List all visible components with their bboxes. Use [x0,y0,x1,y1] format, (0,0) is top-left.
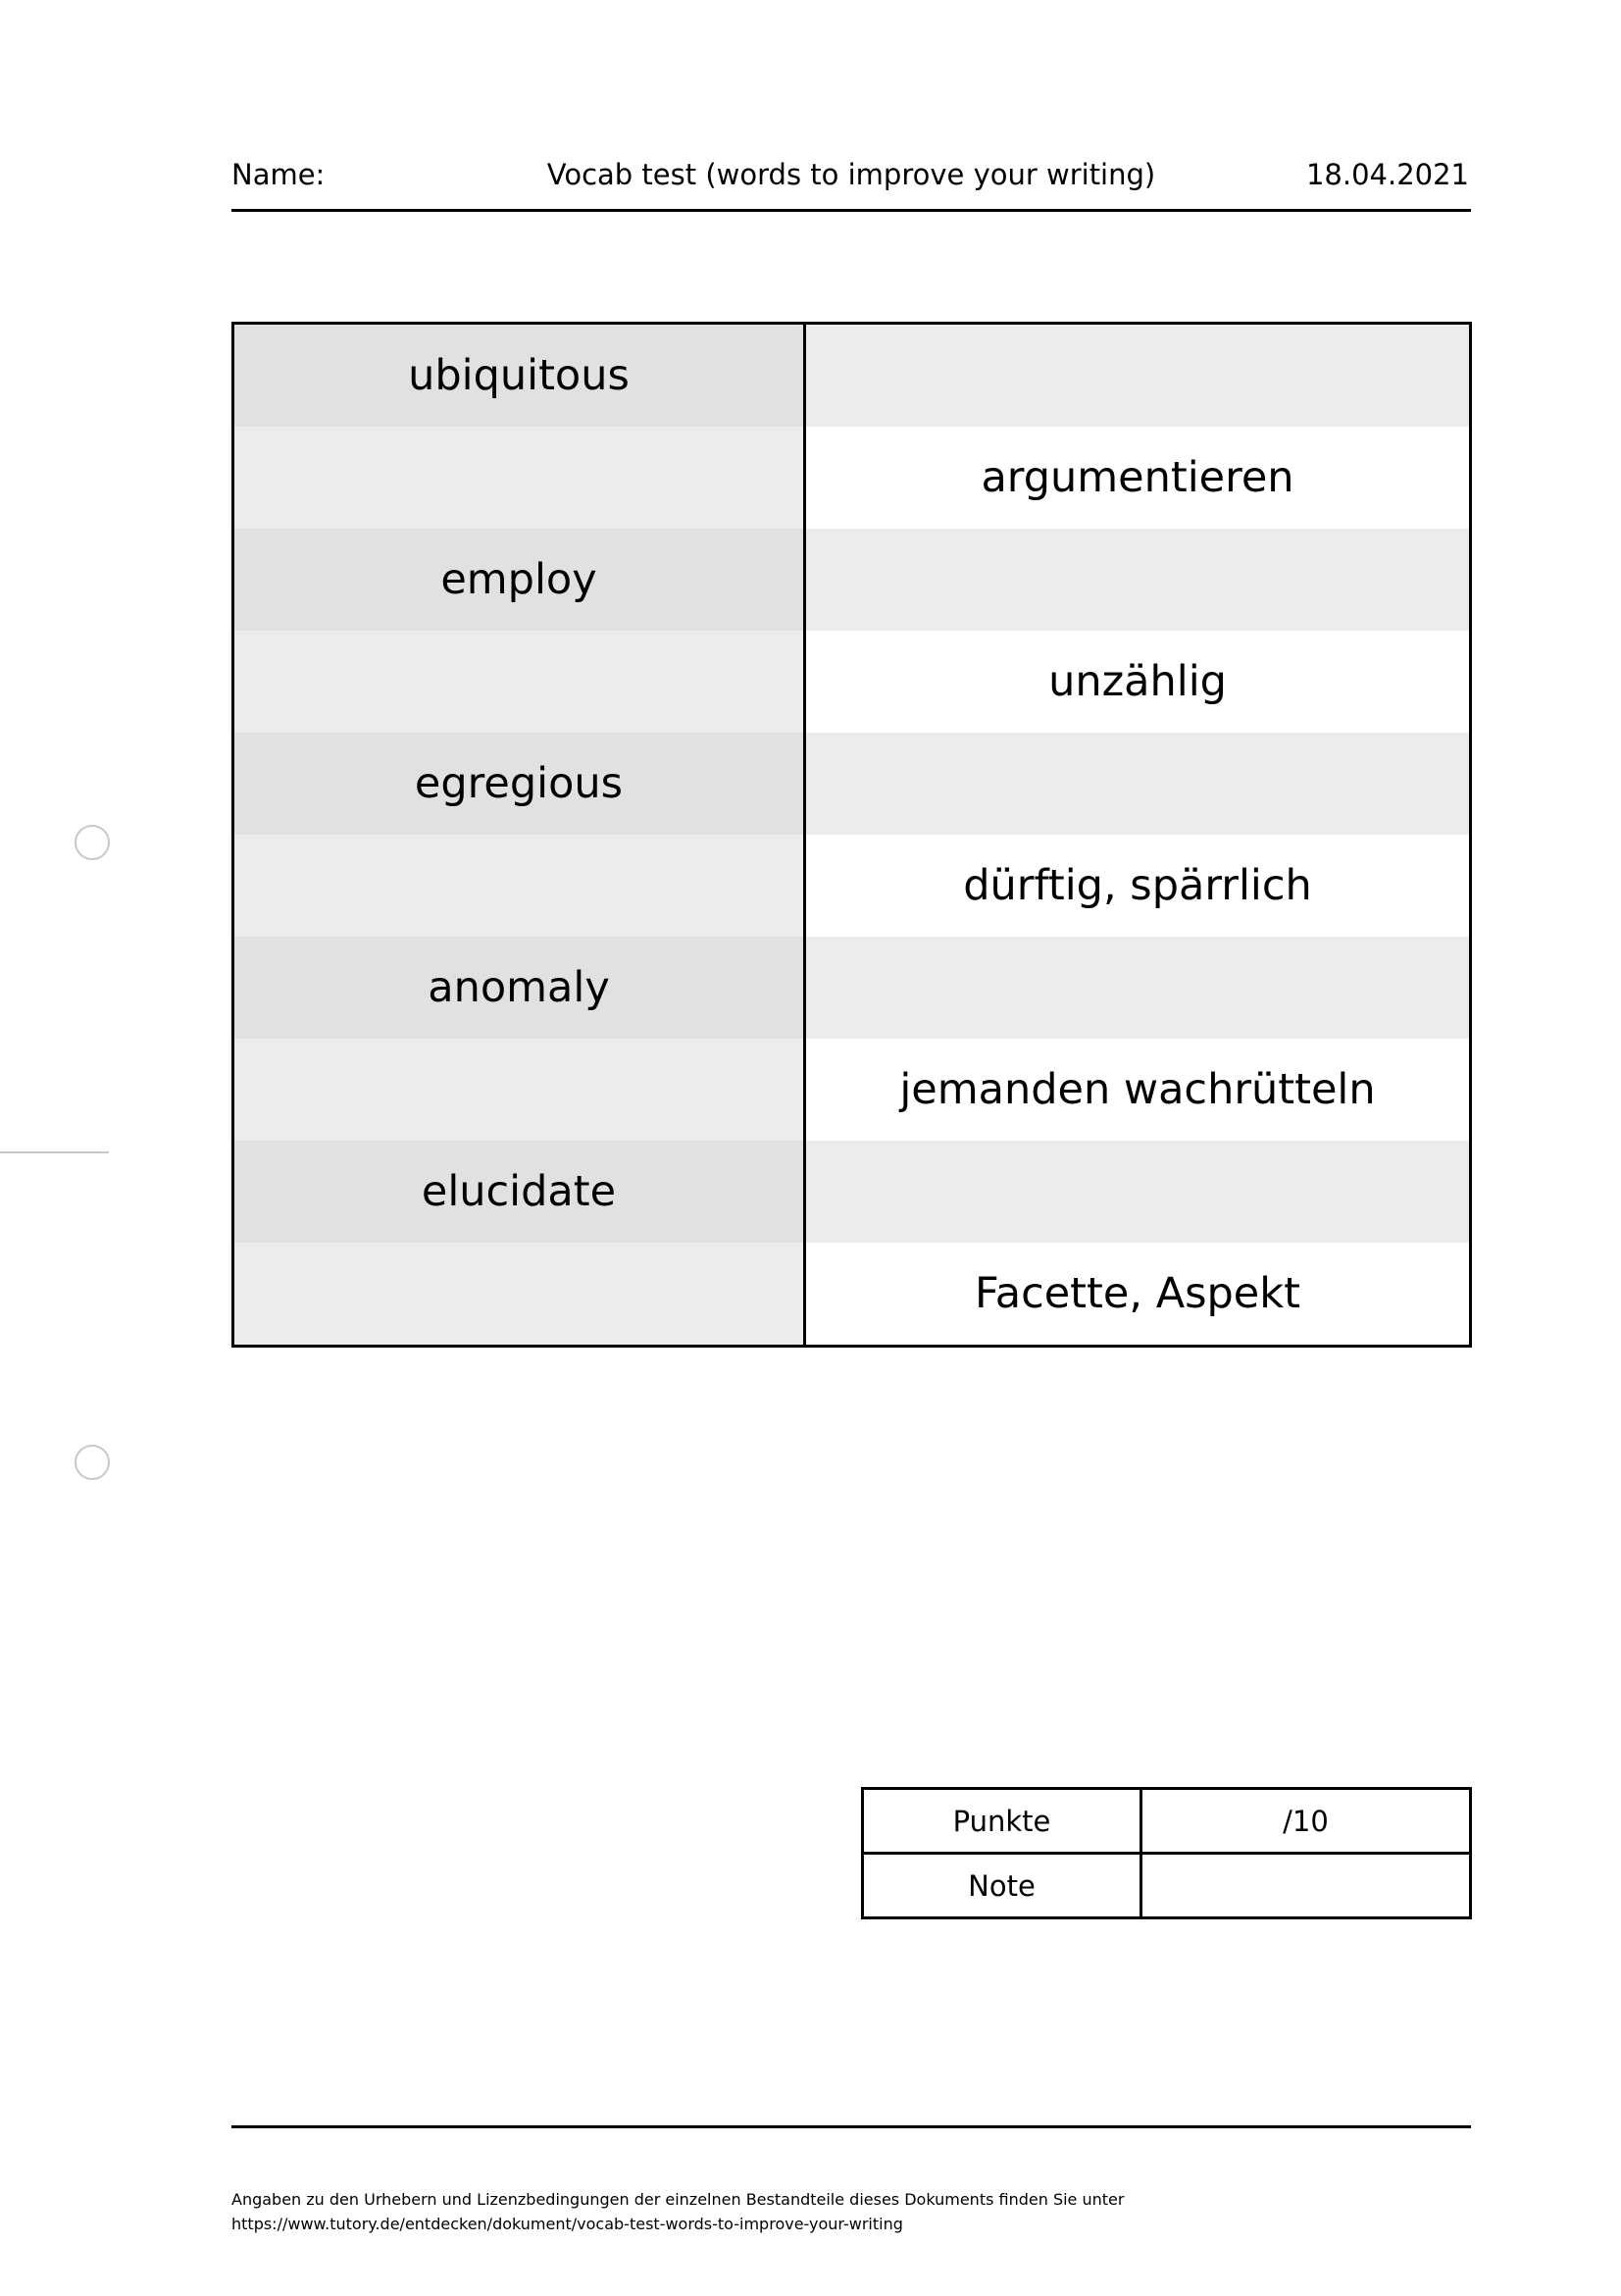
grade-row [863,1854,1471,1918]
vocab-row [233,937,1471,1039]
german-cell: unzählig [805,631,1471,733]
vocab-row [233,1039,1471,1141]
vocab-row [233,427,1471,529]
page-title: Vocab test (words to improve your writing) [546,158,1156,191]
points-value[interactable]: /10 [1141,1789,1471,1854]
german-cell: jemanden wachrütteln [805,1039,1471,1141]
vocab-table [231,322,1472,1348]
vocab-row [233,1141,1471,1243]
english-cell: employ [233,529,805,631]
english-cell[interactable] [233,1243,805,1347]
footer-attribution-text: Angaben zu den Urhebern und Lizenzbedingungen der einzelnen Bestandteile dieses Dokuments finden Sie unter [231,2190,1125,2209]
points-label: Punkte [863,1789,1141,1854]
punch-hole-marker-top [75,825,110,860]
german-cell[interactable] [805,1141,1471,1243]
german-cell[interactable] [805,529,1471,631]
footer-attribution [231,2187,1471,2236]
vocab-row [233,324,1471,428]
grade-label: Note [863,1854,1141,1918]
name-label: Name: [231,158,326,191]
punch-hole-marker-bottom [75,1445,110,1480]
vocab-row [233,733,1471,835]
date-label: 18.04.2021 [1305,158,1469,191]
english-cell: egregious [233,733,805,835]
german-cell: dürftig, spärrlich [805,835,1471,937]
english-cell: elucidate [233,1141,805,1243]
german-cell[interactable] [805,937,1471,1039]
german-cell: Facette, Aspekt [805,1243,1471,1347]
vocab-row [233,631,1471,733]
english-cell[interactable] [233,1039,805,1141]
english-cell: anomaly [233,937,805,1039]
english-cell[interactable] [233,631,805,733]
points-row [863,1789,1471,1854]
german-cell[interactable] [805,733,1471,835]
vocab-row [233,1243,1471,1347]
grading-table [861,1787,1472,1919]
german-cell: argumentieren [805,427,1471,529]
vocab-row [233,529,1471,631]
english-cell: ubiquitous [233,324,805,428]
fold-mark [0,1151,109,1153]
vocab-row [233,835,1471,937]
grade-value[interactable] [1141,1854,1471,1918]
english-cell[interactable] [233,835,805,937]
english-cell[interactable] [233,427,805,529]
footer-divider [231,2125,1471,2128]
footer-source-link[interactable]: https://www.tutory.de/entdecken/dokument/vocab-test-words-to-improve-your-writing [231,2215,903,2233]
german-cell[interactable] [805,324,1471,428]
page-header [231,147,1471,212]
